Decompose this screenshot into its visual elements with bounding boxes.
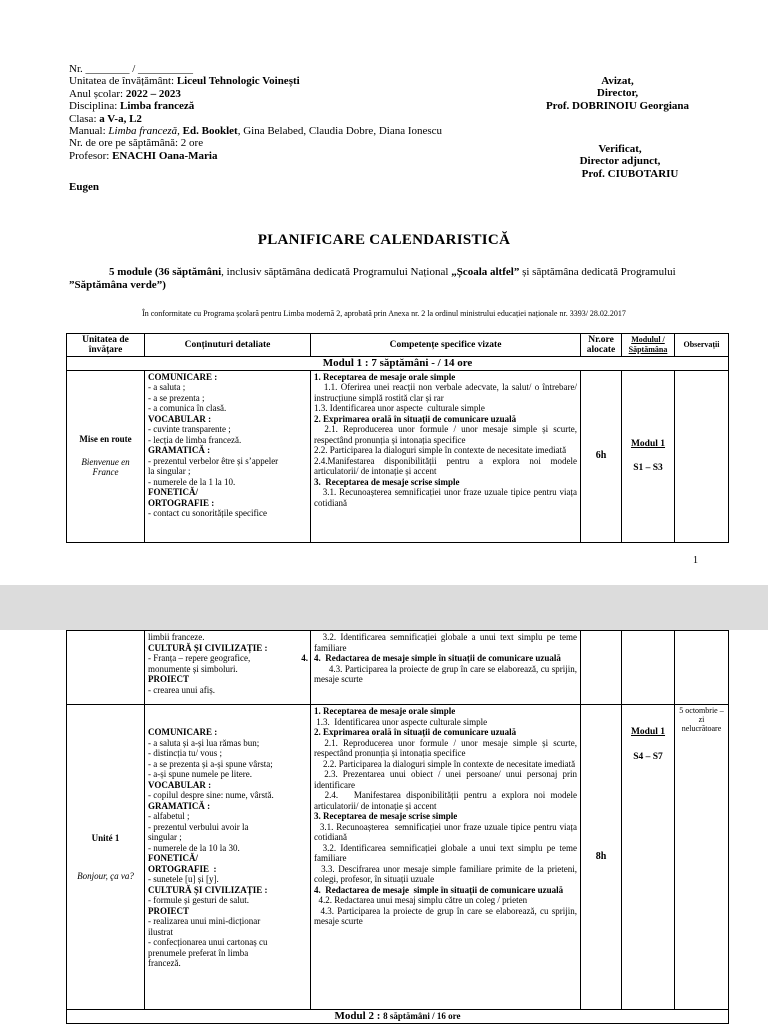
observations-cell: 5 octombrie – zi nelucrătoare [675,705,729,1010]
module-2-title: Modul 2 : 8 săptămâni / 16 ore [67,1010,729,1024]
content-line: ilustrat [148,926,173,937]
competence-line: 2.2. Participarea la dialoguri simple în contexte de necesitate imediată [314,758,576,769]
module-row [67,357,729,371]
content-line: singular ; [148,832,182,842]
document-page-2 [0,630,768,1024]
content-line [148,717,307,728]
content-line: VOCABULAR : [148,779,212,790]
unit-cell: Unité 1 Bonjour, ça va? [67,705,145,1010]
content-line: GRAMATICĂ : [148,445,211,455]
competence-line: 1. Receptarea de mesaje orale simple [314,706,456,716]
module-1-title: Modul 1 : 7 săptămâni - / 14 ore [67,357,729,371]
competence-line: 3.3. Descifrarea unor mesaje simple familiare primite de la prieteni, colegi, profesor, în situații uzuale [314,863,580,884]
content-line: - alfabetul ; [148,811,190,821]
content-line: CULTURĂ ȘI CIVILIZAȚIE : [148,884,268,895]
teacher-name-continued: Eugen [69,181,99,193]
competence-line: 3. Receptarea de mesaje scrise simple [314,811,458,821]
content-line: - numerele de la 10 la 30. [148,842,240,853]
competences-cell [311,631,581,705]
table-row [67,705,729,1010]
content-line: GRAMATICĂ : [148,800,211,811]
competence-line: 1.3. Identificarea unor aspecte culturale simple [314,716,488,727]
page-separator [0,585,768,630]
content-line: PROIECT [148,905,190,916]
unit-cell [67,631,145,705]
content-line [148,706,307,717]
list-marker: 4. [301,653,308,663]
content-line: - a se prezenta și a-și spune vârsta; [148,758,273,769]
approval-deputy: Verificat, Director adjunct, Prof. CIUBOTARIU [579,143,679,180]
competence-line: 4. Redactarea de mesaje simple în situații de comunicare uzuală [314,884,564,895]
competence-line: 2.2. Participarea la dialoguri simple în contexte de necesitate imediată [314,445,567,455]
competence-line: 3.1. Recunoașterea semnificației unor fraze uzuale tipice pentru viața cotidiană [314,487,580,508]
content-line: FONETICĂ/ [148,853,199,863]
content-line: - distincția tu/ vous ; [148,748,222,758]
content-line: limbii franceze. [148,632,205,642]
content-line: la singular ; [148,466,191,476]
hours-cell: 8h [581,705,622,1010]
competence-line: 1. Receptarea de mesaje orale simple [314,371,456,382]
competence-line: 2.1. Reproducerea unor formule / unor mesaje simple și scurte, respectând pronunția și intonația specifice [314,424,580,445]
competence-line: 4.2. Redactarea unui mesaj simplu către un coleg / prieten [314,895,528,905]
content-line: - a saluta ; [148,382,186,392]
module-week-cell [622,631,675,705]
col-header-hours: Nr.ore alocate [581,334,622,357]
content-line: - formule și gesturi de salut. [148,895,249,905]
plan-table-page2 [66,630,729,1024]
col-header-observations: Observații [675,334,729,357]
competence-line: 2. Exprimarea orală în situații de comunicare uzuală [314,727,517,737]
year-line: Anul școlar: 2022 – 2023 [69,87,181,100]
competences-cell [311,370,581,542]
competence-line: 2.1. Reproducerea unor formule / unor mesaje simple și scurte, respectând pronunția și intonația specifice [314,737,580,758]
hours-line: Nr. de ore pe săptămână: 2 ore [69,137,204,150]
content-line: - confecționarea unui cartonaș cu [148,937,268,947]
header-info [69,63,442,162]
content-line: CULTURĂ ȘI CIVILIZAȚIE : [148,642,268,653]
competences-cell [311,705,581,1010]
hours-cell: 6h [581,370,622,542]
content-line: - crearea unui afiș. [148,684,215,695]
competence-line: 3. Receptarea de mesaje scrise simple [314,476,460,487]
content-line: franceză. [148,958,181,968]
content-line: - a se prezenta ; [148,392,205,403]
content-line: - a comunica în clasă. [148,403,227,413]
content-line: ORTOGRAFIE : [148,497,215,508]
content-line: - copilul despre sine: nume, vârstă. [148,790,274,800]
unit-cell: Mise en route Bienvenue en France [67,370,145,542]
approval-director: Avizat, Director, Prof. DOBRINOIU Georgiana [545,75,690,112]
competence-line: 3.1. Recunoașterea semnificației unor fraze uzuale tipice pentru viața cotidiană [314,821,580,842]
content-line: - numerele de la 1 la 10. [148,476,236,487]
contents-cell [145,631,311,705]
col-header-competences: Competențe specifice vizate [311,334,581,357]
competence-line: 4.3. Participarea la proiecte de grup în care se elaborează, cu sprijin, mesaje scurte [314,663,580,684]
col-header-unit: Unitatea de învățare [67,334,145,357]
content-line: - lecția de limba franceză. [148,434,242,445]
page-number: 1 [693,555,698,566]
content-line: - Franța – repere geografice, [148,653,251,663]
nr-line: Nr. ________ / __________ [69,63,194,75]
teacher-line: Profesor: ENACHI Oana-Maria [69,149,218,162]
content-line: VOCABULAR : [148,413,212,424]
competence-line: 3.2. Identificarea semnificației globale a unui text simplu pe teme familiare [314,632,580,653]
page-title: PLANIFICARE CALENDARISTICĂ [257,232,511,248]
intro-paragraph: 5 module (36 săptămâni, inclusiv săptămâna dedicată Programului Național „Școala altfel” și săptămâna dedicată Programului ”Săptămâna verde”) [69,266,676,291]
module-row [67,1010,729,1024]
content-line: - a saluta și a-și lua rămas bun; [148,737,260,748]
content-line: monumente și simboluri. [148,663,238,674]
content-line: PROIECT [148,674,190,684]
content-line: prenumele preferat în limba [148,947,249,958]
table-header-row [67,334,729,357]
class-line: Clasa: a V-a, L2 [69,112,142,125]
module-week-cell: Modul 1 S1 – S3 [622,370,675,542]
content-line: COMUNICARE : [148,371,218,382]
competence-line: 2. Exprimarea orală în situații de comunicare uzuală [314,413,517,424]
content-line: - realizarea unui mini-dicționar [148,916,261,926]
col-header-module: Modulul / Săptămâna [622,334,675,357]
competence-line: 1.1. Oferirea unei reacții non verbale adecvate, la salut/ o întrebare/ instrucțiune simplă rostită clar și rar [314,382,580,403]
competence-line: 3.2. Identificarea semnificației globale a unui text simplu pe teme familiare [314,842,580,863]
competence-line: 2.4. Manifestarea disponibilității pentru a explora noi modele articulatorii/ de intonație și accent [314,790,580,811]
competence-line: 2.3. Prezentarea unui obiect / unei persoane/ unui personaj prin identificare [314,769,580,790]
hours-cell [581,631,622,705]
competence-line: 4.3. Participarea la proiecte de grup în care se elaborează, cu sprijin, mesaje scurte [314,905,580,926]
content-line: - prezentul verbelor être și s’appeler [148,455,279,466]
competence-line: 1.3. Identificarea unor aspecte culturale simple [314,403,485,413]
content-line: ORTOGRAFIE : [148,863,217,874]
table-row [67,631,729,705]
content-line: - a-și spune numele pe litere. [148,769,252,779]
content-line: - cuvinte transparente ; [148,424,231,434]
content-line: FONETICĂ/ [148,487,199,497]
plan-table-page1 [66,333,729,543]
discipline-line: Disciplina: Limba franceză [69,100,195,113]
contents-cell [145,370,311,542]
observations-cell [675,631,729,705]
content-line: - prezentul verbului avoir la [148,821,249,832]
observations-cell [675,370,729,542]
module-week-cell: Modul 1 S4 – S7 [622,705,675,1010]
competence-line: 4. Redactarea de mesaje simple în situații de comunicare uzuală [314,653,561,663]
manual-line: Manual: Limba franceză, Ed. Booklet, Gina Belabed, Claudia Dobre, Diana Ionescu [69,125,443,138]
content-line: COMUNICARE : [148,727,218,737]
table-row [67,370,729,542]
col-header-contents: Conținuturi detaliate [145,334,311,357]
contents-cell [145,705,311,1010]
competence-line: 2.4.Manifestarea disponibilității pentru a explora noi modele articulatorii/ de intonație și accent [314,455,580,476]
content-line: - sunetele [u] și [y]. [148,874,219,884]
content-line: - contact cu sonoritățile specifice [148,508,267,518]
school-line: Unitatea de învățământ: Liceul Tehnologic Voinești [69,75,300,88]
curriculum-reference: În conformitate cu Programa școlară pentru Limba modernă 2, aprobată prin Anexa nr. 2 la ordinul ministrului educației naționale nr. 3393/ 28.02.2017 [142,309,626,318]
